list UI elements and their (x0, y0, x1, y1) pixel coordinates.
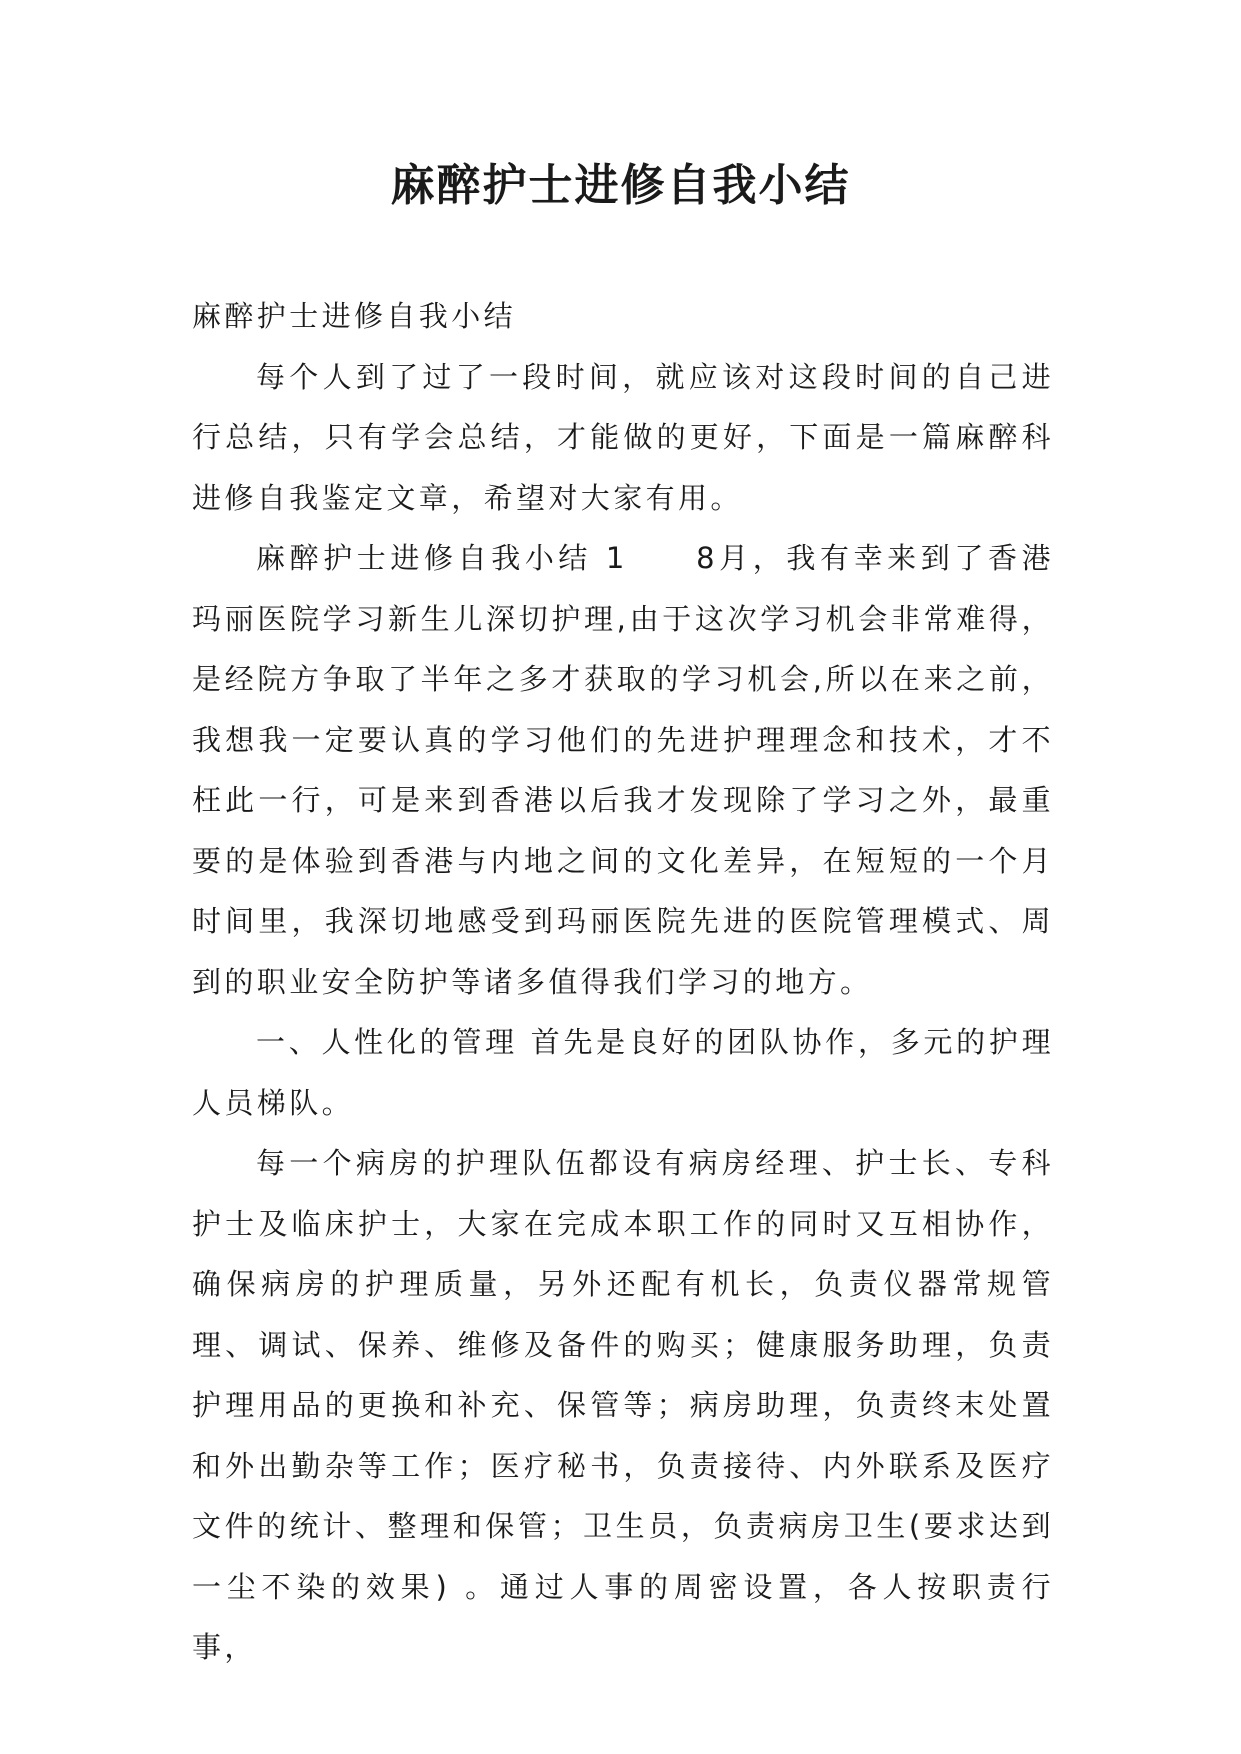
paragraph-summary-1: 麻醉护士进修自我小结 1 8月，我有幸来到了香港玛丽医院学习新生儿深切护理,由于这次学习机会非常难得，是经院方争取了半年之多才获取的学习机会,所以在来之前，我想我一定要认真的学习他们的先进护理理念和技术，才不枉此一行，可是来到香港以后我才发现除了学习之外，最重要的是体验到香港与内地之间的文化差异，在短短的一个月时间里，我深切地感受到玛丽医院先进的医院管理模式、周到的职业安全防护等诸多值得我们学习的地方。 (192, 541, 1054, 999)
document-body (192, 286, 1054, 1678)
paragraph-section-1: 一、人性化的管理 首先是良好的团队协作，多元的护理人员梯队。 (192, 1025, 1054, 1120)
paragraph-subtitle: 麻醉护士进修自我小结 (192, 299, 517, 333)
document-title: 麻醉护士进修自我小结 (390, 160, 851, 211)
paragraph-intro: 每个人到了过了一段时间，就应该对这段时间的自己进行总结，只有学会总结，才能做的更好，下面是一篇麻醉科进修自我鉴定文章，希望对大家有用。 (192, 359, 1054, 515)
paragraph-team: 每一个病房的护理队伍都设有病房经理、护士长、专科护士及临床护士，大家在完成本职工作的同时又互相协作，确保病房的护理质量，另外还配有机长，负责仪器常规管理、调试、保养、维修及备件的购买；健康服务助理，负责护理用品的更换和补充、保管等；病房助理，负责终末处置和外出勤杂等工作；医疗秘书，负责接待、内外联系及医疗文件的统计、整理和保管；卫生员，负责病房卫生(要求达到一尘不染的效果) 。通过人事的周密设置，各人按职责行事， (192, 1146, 1054, 1664)
